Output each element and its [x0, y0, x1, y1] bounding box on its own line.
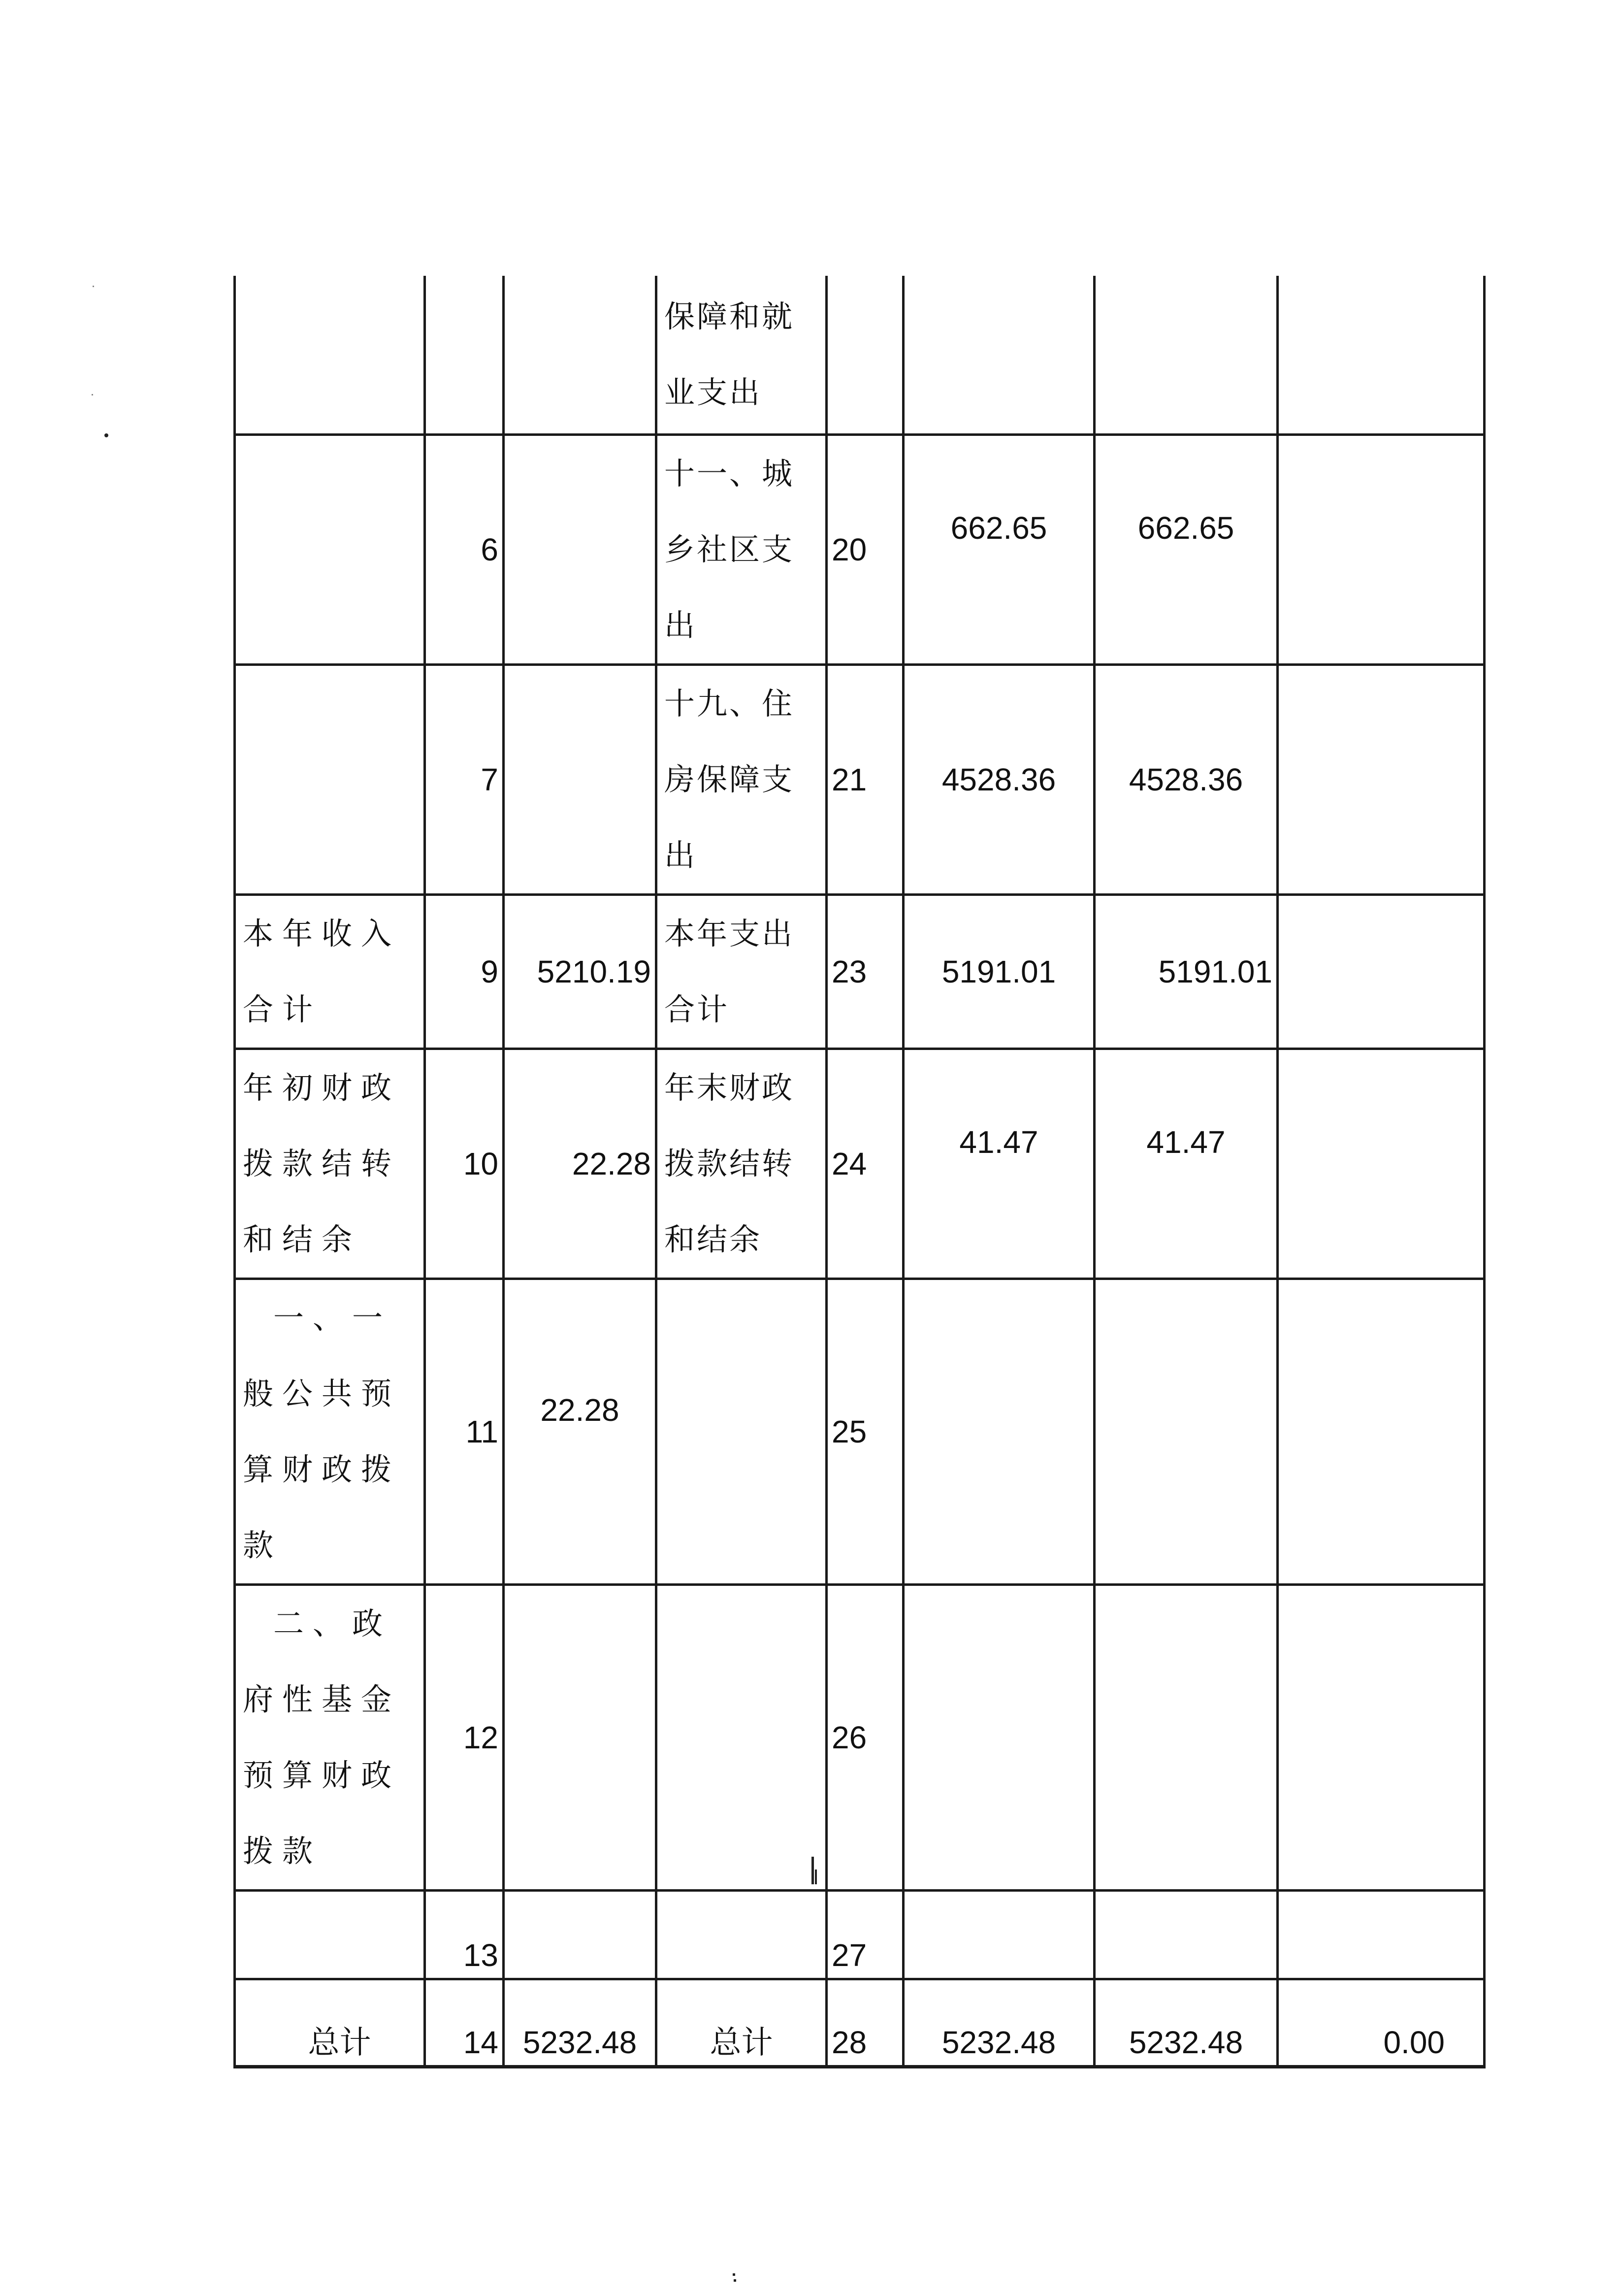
fiscal-cell: 41.47 [1095, 1049, 1278, 1279]
left-line-cell: 11 [425, 1279, 504, 1584]
total-cell: 4528.36 [904, 664, 1095, 894]
left-amount-cell: 22.28 [504, 1049, 656, 1279]
left-amount-cell [504, 1890, 656, 1979]
left-amount-cell [504, 276, 656, 434]
left-label-cell: 二、政府性基金预算财政拨款 [235, 1584, 425, 1890]
other-cell [1278, 1049, 1485, 1279]
total-cell: 5232.48 [904, 1979, 1095, 2066]
left-label-cell [235, 1890, 425, 1979]
fiscal-cell: 662.65 [1095, 434, 1278, 664]
left-line-cell: 12 [425, 1584, 504, 1890]
total-cell [904, 1584, 1095, 1890]
left-line-cell [425, 276, 504, 434]
left-label-cell: 年初财政拨款结转和结余 [235, 1049, 425, 1279]
left-line-cell: 6 [425, 434, 504, 664]
right-label-cell: 年末财政拨款结转和结余 [656, 1049, 827, 1279]
left-amount-cell [504, 664, 656, 894]
other-cell [1278, 1584, 1485, 1890]
right-label-cell: 十一、城乡社区支出 [656, 434, 827, 664]
left-label-cell [235, 276, 425, 434]
right-line-cell: 23 [827, 894, 904, 1049]
right-label-cell: 保障和就业支出 [656, 276, 827, 434]
left-line-cell: 7 [425, 664, 504, 894]
left-amount-cell: 5210.19 [504, 894, 656, 1049]
left-label-cell [235, 434, 425, 664]
total-cell [904, 1279, 1095, 1584]
right-label-cell: 本年支出合计 [656, 894, 827, 1049]
total-cell: 5191.01 [904, 894, 1095, 1049]
fiscal-cell [1095, 1890, 1278, 1979]
scan-mark [811, 1857, 814, 1884]
left-label-cell: 一、一般公共预算财政拨款 [235, 1279, 425, 1584]
other-cell [1278, 1890, 1485, 1979]
left-amount-cell: 5232.48 [504, 1979, 656, 2066]
other-cell [1278, 1279, 1485, 1584]
table-row [235, 894, 1485, 1049]
total-cell [904, 276, 1095, 434]
left-line-cell: 14 [425, 1979, 504, 2066]
scan-speck [93, 286, 94, 287]
left-label-cell: 本年收入合计 [235, 894, 425, 1049]
scan-speck [734, 2279, 736, 2282]
right-line-cell: 25 [827, 1279, 904, 1584]
total-cell: 41.47 [904, 1049, 1095, 1279]
fiscal-cell: 5232.48 [1095, 1979, 1278, 2066]
right-line-cell: 27 [827, 1890, 904, 1979]
left-label-cell [235, 664, 425, 894]
table-row [235, 434, 1485, 664]
left-amount-cell [504, 434, 656, 664]
right-line-cell: 20 [827, 434, 904, 664]
right-label-cell: 十九、住房保障支出 [656, 664, 827, 894]
right-label-cell: 总计 [656, 1979, 827, 2066]
right-label-cell [656, 1890, 827, 1979]
total-cell: 662.65 [904, 434, 1095, 664]
table-row [235, 1584, 1485, 1890]
other-cell [1278, 894, 1485, 1049]
right-line-cell: 24 [827, 1049, 904, 1279]
other-cell [1278, 276, 1485, 434]
other-cell: 0.00 [1278, 1979, 1485, 2066]
right-label-cell [656, 1584, 827, 1890]
left-line-cell: 9 [425, 894, 504, 1049]
scan-speck [104, 433, 108, 437]
table-row [235, 1049, 1485, 1279]
total-cell [904, 1890, 1095, 1979]
left-amount-cell [504, 1584, 656, 1890]
table-row [235, 1890, 1485, 1979]
table-row [235, 664, 1485, 894]
left-line-cell: 10 [425, 1049, 504, 1279]
table-row [235, 276, 1485, 434]
right-line-cell [827, 276, 904, 434]
scan-mark [815, 1870, 817, 1884]
table-row [235, 1279, 1485, 1584]
scan-speck [92, 394, 93, 395]
other-cell [1278, 664, 1485, 894]
right-label-cell [656, 1279, 827, 1584]
fiscal-cell [1095, 276, 1278, 434]
left-line-cell: 13 [425, 1890, 504, 1979]
table-row-total [235, 1979, 1485, 2066]
scan-speck [733, 2273, 735, 2276]
right-line-cell: 26 [827, 1584, 904, 1890]
fiscal-cell [1095, 1279, 1278, 1584]
fiscal-cell: 4528.36 [1095, 664, 1278, 894]
right-line-cell: 28 [827, 1979, 904, 2066]
financial-table [233, 276, 1486, 2068]
left-label-cell: 总计 [235, 1979, 425, 2066]
fiscal-cell: 5191.01 [1095, 894, 1278, 1049]
fiscal-cell [1095, 1584, 1278, 1890]
left-amount-cell: 22.28 [504, 1279, 656, 1584]
right-line-cell: 21 [827, 664, 904, 894]
other-cell [1278, 434, 1485, 664]
